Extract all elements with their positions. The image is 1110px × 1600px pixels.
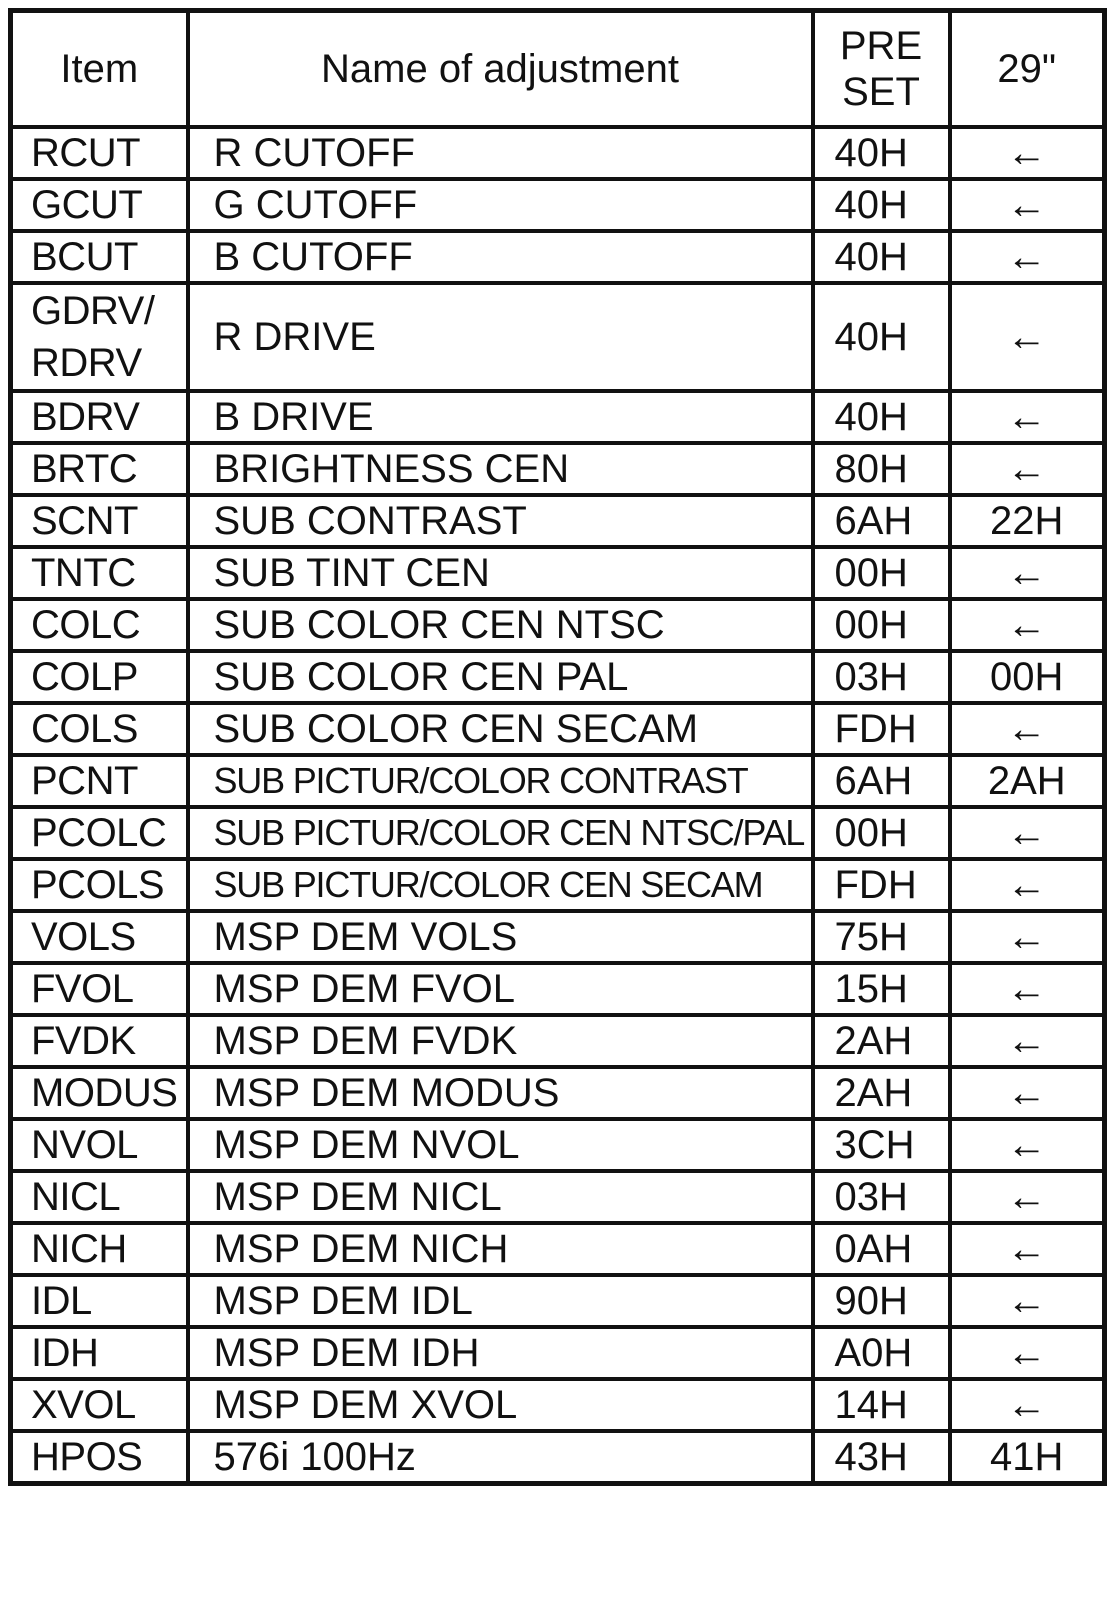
- cell-29: ←: [950, 1327, 1105, 1379]
- cell-29: ←: [950, 599, 1105, 651]
- cell-29: ←: [950, 179, 1105, 231]
- table-row: [11, 1223, 1105, 1275]
- table-row: [11, 1327, 1105, 1379]
- cell-29: ←: [950, 283, 1105, 391]
- cell-29: 41H: [950, 1431, 1105, 1484]
- cell-preset: 0AH: [813, 1223, 950, 1275]
- cell-preset: 6AH: [813, 495, 950, 547]
- cell-item: VOLS: [11, 911, 188, 963]
- cell-name: SUB COLOR CEN PAL: [188, 651, 813, 703]
- cell-item: PCOLS: [11, 859, 188, 911]
- cell-name: SUB CONTRAST: [188, 495, 813, 547]
- cell-item: PCOLC: [11, 807, 188, 859]
- cell-item: FVDK: [11, 1015, 188, 1067]
- cell-29: ←: [950, 1015, 1105, 1067]
- table-row: [11, 1379, 1105, 1431]
- cell-preset: FDH: [813, 703, 950, 755]
- cell-29: ←: [950, 391, 1105, 443]
- cell-name: B DRIVE: [188, 391, 813, 443]
- cell-preset: A0H: [813, 1327, 950, 1379]
- cell-preset: 40H: [813, 283, 950, 391]
- cell-29: ←: [950, 127, 1105, 179]
- cell-item: NICL: [11, 1171, 188, 1223]
- cell-item: HPOS: [11, 1431, 188, 1484]
- cell-item: XVOL: [11, 1379, 188, 1431]
- cell-preset: 00H: [813, 547, 950, 599]
- cell-preset: 03H: [813, 651, 950, 703]
- cell-preset: 43H: [813, 1431, 950, 1484]
- table-row: [11, 283, 1105, 391]
- cell-preset: 80H: [813, 443, 950, 495]
- cell-name: MSP DEM NICL: [188, 1171, 813, 1223]
- cell-name: MSP DEM IDL: [188, 1275, 813, 1327]
- cell-29: ←: [950, 1067, 1105, 1119]
- table-row: [11, 495, 1105, 547]
- table-row: [11, 911, 1105, 963]
- cell-item: RCUT: [11, 127, 188, 179]
- cell-item: SCNT: [11, 495, 188, 547]
- table-row: [11, 963, 1105, 1015]
- cell-name: MSP DEM XVOL: [188, 1379, 813, 1431]
- cell-preset: 40H: [813, 179, 950, 231]
- cell-name: SUB TINT CEN: [188, 547, 813, 599]
- header-name: Name of adjustment: [188, 11, 813, 128]
- cell-29: ←: [950, 1171, 1105, 1223]
- cell-name: R DRIVE: [188, 283, 813, 391]
- cell-29: 2AH: [950, 755, 1105, 807]
- cell-preset: 03H: [813, 1171, 950, 1223]
- table-row: [11, 599, 1105, 651]
- cell-item: PCNT: [11, 755, 188, 807]
- cell-item: COLP: [11, 651, 188, 703]
- table-row: [11, 651, 1105, 703]
- table-row: [11, 1275, 1105, 1327]
- cell-29: ←: [950, 1275, 1105, 1327]
- header-preset: [813, 11, 950, 128]
- cell-name: SUB PICTUR/COLOR CEN NTSC/PAL: [188, 807, 813, 859]
- cell-29: ←: [950, 1379, 1105, 1431]
- cell-preset: 15H: [813, 963, 950, 1015]
- cell-preset: FDH: [813, 859, 950, 911]
- table-row: [11, 443, 1105, 495]
- cell-item: GDRV/ RDRV: [11, 283, 188, 391]
- cell-preset: 14H: [813, 1379, 950, 1431]
- table-row: [11, 127, 1105, 179]
- cell-name: B CUTOFF: [188, 231, 813, 283]
- cell-preset: 2AH: [813, 1067, 950, 1119]
- table-row: [11, 1431, 1105, 1484]
- table-row: [11, 391, 1105, 443]
- cell-29: ←: [950, 703, 1105, 755]
- cell-name: MSP DEM NVOL: [188, 1119, 813, 1171]
- header-item: Item: [11, 11, 188, 128]
- cell-name: MSP DEM VOLS: [188, 911, 813, 963]
- header-29: 29": [950, 11, 1105, 128]
- cell-29: ←: [950, 859, 1105, 911]
- cell-29: ←: [950, 807, 1105, 859]
- cell-item: COLC: [11, 599, 188, 651]
- cell-name: MSP DEM NICH: [188, 1223, 813, 1275]
- table-row: [11, 1171, 1105, 1223]
- table-row: [11, 179, 1105, 231]
- cell-preset: 40H: [813, 127, 950, 179]
- cell-name: SUB PICTUR/COLOR CONTRAST: [188, 755, 813, 807]
- cell-preset: 3CH: [813, 1119, 950, 1171]
- header-row: [11, 11, 1105, 128]
- table-row: [11, 807, 1105, 859]
- table-row: [11, 1119, 1105, 1171]
- table-row: [11, 859, 1105, 911]
- header-preset-line2: SET: [842, 70, 920, 114]
- cell-29: ←: [950, 911, 1105, 963]
- cell-29: ←: [950, 547, 1105, 599]
- cell-29: ←: [950, 963, 1105, 1015]
- cell-29: ←: [950, 443, 1105, 495]
- cell-29: 00H: [950, 651, 1105, 703]
- cell-name: SUB COLOR CEN NTSC: [188, 599, 813, 651]
- table-row: [11, 703, 1105, 755]
- cell-preset: 2AH: [813, 1015, 950, 1067]
- cell-item: GCUT: [11, 179, 188, 231]
- cell-name: G CUTOFF: [188, 179, 813, 231]
- cell-item: MODUS: [11, 1067, 188, 1119]
- cell-name: MSP DEM MODUS: [188, 1067, 813, 1119]
- cell-name: 576i 100Hz: [188, 1431, 813, 1484]
- cell-name: SUB PICTUR/COLOR CEN SECAM: [188, 859, 813, 911]
- cell-29: ←: [950, 1119, 1105, 1171]
- cell-item: BDRV: [11, 391, 188, 443]
- cell-name: SUB COLOR CEN SECAM: [188, 703, 813, 755]
- cell-preset: 40H: [813, 391, 950, 443]
- table-row: [11, 547, 1105, 599]
- cell-name: MSP DEM FVOL: [188, 963, 813, 1015]
- cell-29: ←: [950, 231, 1105, 283]
- cell-name: BRIGHTNESS CEN: [188, 443, 813, 495]
- cell-preset: 00H: [813, 807, 950, 859]
- table-row: [11, 1015, 1105, 1067]
- cell-preset: 90H: [813, 1275, 950, 1327]
- cell-preset: 6AH: [813, 755, 950, 807]
- cell-name: MSP DEM IDH: [188, 1327, 813, 1379]
- cell-item: BRTC: [11, 443, 188, 495]
- cell-29: ←: [950, 1223, 1105, 1275]
- cell-item: IDL: [11, 1275, 188, 1327]
- cell-item: NVOL: [11, 1119, 188, 1171]
- table-row: [11, 755, 1105, 807]
- table-row: [11, 231, 1105, 283]
- cell-preset: 00H: [813, 599, 950, 651]
- cell-preset: 40H: [813, 231, 950, 283]
- cell-item: BCUT: [11, 231, 188, 283]
- cell-29: 22H: [950, 495, 1105, 547]
- cell-item: NICH: [11, 1223, 188, 1275]
- header-preset-line1: PRE: [839, 24, 923, 68]
- table-row: [11, 1067, 1105, 1119]
- adjustment-table: [8, 8, 1107, 1486]
- cell-preset: 75H: [813, 911, 950, 963]
- cell-item: TNTC: [11, 547, 188, 599]
- cell-name: MSP DEM FVDK: [188, 1015, 813, 1067]
- cell-item: COLS: [11, 703, 188, 755]
- cell-item: IDH: [11, 1327, 188, 1379]
- cell-name: R CUTOFF: [188, 127, 813, 179]
- cell-item: FVOL: [11, 963, 188, 1015]
